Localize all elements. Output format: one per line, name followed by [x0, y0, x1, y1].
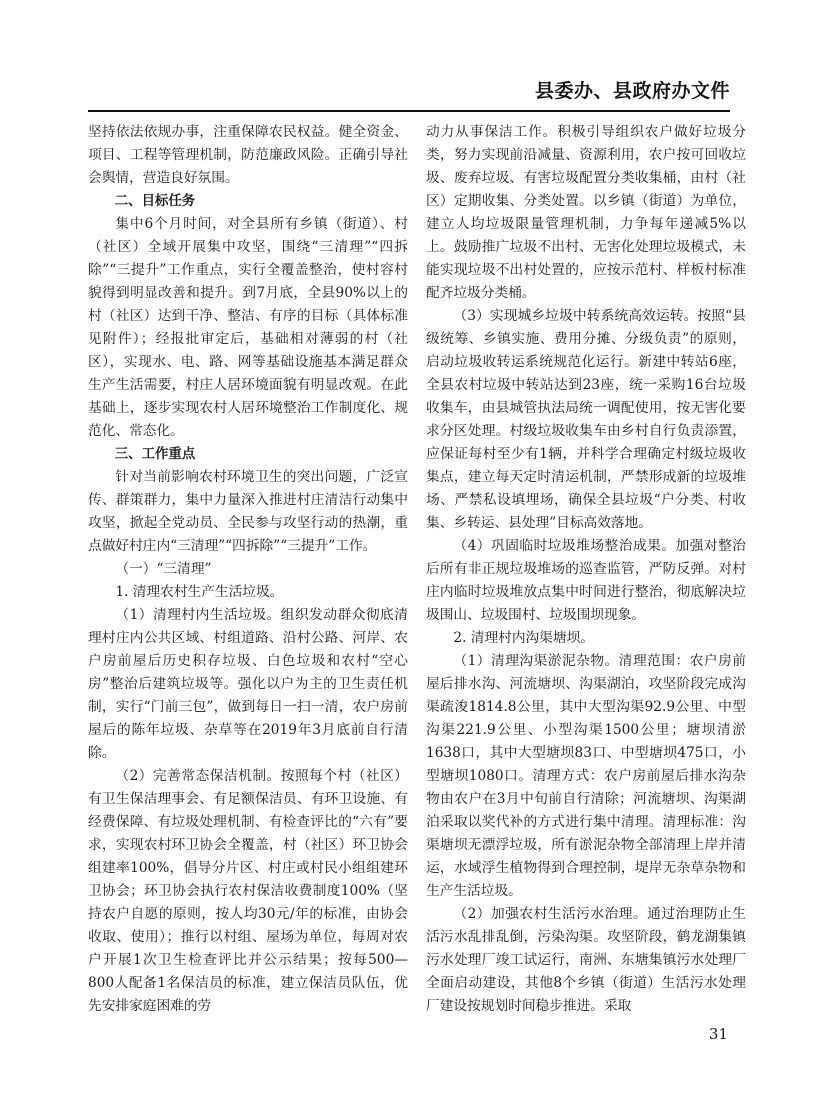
- paragraph: （1）清理沟渠淤泥杂物。清理范围：农户房前屋后排水沟、河流塘坝、沟渠湖泊，攻坚阶段完成沟渠疏浚1814.8公里，其中大型沟渠92.9公里、中型沟渠221.9公里、小型沟渠1500公里；塘坝清淤1638口，其中大型塘坝83口、中型塘坝475口，小型塘坝1080口。清理方式：农户房前屋后排水沟杂物由农户在3月中旬前自行清除；河流塘坝、沟渠湖泊采取以奖代补的方式进行集中清理。清理标准：沟渠塘坝无漂浮垃圾，所有淤泥杂物全部清理上岸并清运，水域浮生植物得到合理控制，堤岸无杂草杂物和生产生活垃圾。: [426, 653, 746, 899]
- subsection-heading: （一）“三清理”: [115, 561, 212, 577]
- paragraph: （1）清理村内生活垃圾。组织发动群众彻底清理村庄内公共区域、村组道路、沿村公路、河岸、农户房前屋后历史积存垃圾、白色垃圾和农村“空心房”整治后建筑垃圾等。强化以户为主的卫生责任机制，实行“门前三包”，做到每日一扫一清，农户房前屋后的陈年垃圾、杂草等在2019年3月底前自行清除。: [88, 607, 408, 761]
- paragraph: （3）实现城乡垃圾中转系统高效运转。按照“县级统筹、乡镇实施、费用分摊、分级负责”的原则，启动垃圾收转运系统规范化运行。新建中转站6座，全县农村垃圾中转站达到23座，统一采购16台垃圾收集车，由县城管执法局统一调配使用，按无害化要求分区处理。村级垃圾收集车由乡村自行负责添置，应保证每村至少有1辆，并科学合理确定村级垃圾收集点，建立每天定时清运机制，严禁形成新的垃圾堆场、严禁私设填埋场，确保全县垃圾“户分类、村收集、乡转运、县处理”目标高效落地。: [426, 308, 746, 531]
- paragraph: （4）巩固临时垃圾堆场整治成果。加强对整治后所有非正规垃圾堆场的巡查监管，严防反弹。对村庄内临时垃圾堆放点集中时间进行整治，彻底解决垃圾围山、垃圾围村、垃圾围坝现象。: [426, 538, 746, 623]
- paragraph: 针对当前影响农村环境卫生的突出问题，广泛宣传、群策群力，集中力量深入推进村庄清洁行动集中攻坚，掀起全党动员、全民参与攻坚行动的热潮，重点做好村庄内“三清理”“四拆除”“三提升”工作。: [88, 469, 408, 554]
- paragraph: 集中6个月时间，对全县所有乡镇（街道）、村（社区）全域开展集中攻坚，围绕“三清理”“四拆除”“三提升”工作重点，实行全覆盖整治，使村容村貌得到明显改善和提升。到7月底，全县90%以上的村（社区）达到干净、整洁、有序的目标（具体标准见附件）；经报批审定后，基础相对薄弱的村（社区），实现水、电、路、网等基础设施基本满足群众生产生活需要，村庄人居环境面貌有明显改观。在此基础上，逐步实现农村人居环境整治工作制度化、规范化、常态化。: [88, 216, 408, 439]
- paragraph: 动力从事保洁工作。积极引导组织农户做好垃圾分类，努力实现前沿减量、资源利用，农户按可回收垃圾、废弃垃圾、有害垃圾配置分类收集桶，由村（社区）定期收集、分类处置。以乡镇（街道）为单位，建立人均垃圾限量管理机制，力争每年递减5%以上。鼓励推广垃圾不出村、无害化处理垃圾模式，未能实现垃圾不出村处置的，应按示范村、样板村标准配齐垃圾分类桶。: [426, 124, 746, 301]
- header-title: 县委办、县政府办文件: [534, 80, 730, 102]
- running-header: [88, 76, 730, 106]
- section-heading: 二、目标任务: [114, 194, 196, 209]
- paragraph: （2）加强农村生活污水治理。通过治理防止生活污水乱排乱倒，污染沟渠。攻坚阶段，鹤龙湖集镇污水处理厂竣工试运行，南洲、东塘集镇污水处理厂全面启动建设，其他8个乡镇（街道）生活污水处理厂建设按规划时间稳步推进。采取: [426, 906, 746, 1014]
- paragraph: （2）完善常态保洁机制。按照每个村（社区）有卫生保洁理事会、有足额保洁员、有环卫设施、有经费保障、有垃圾处理机制、有检查评比的“六有”要求，实现农村环卫协会全覆盖，村（社区）环卫协会组建率100%，倡导分片区、村庄或村民小组组建环卫协会；环卫协会执行农村保洁收费制度100%（坚持农户自愿的原则，按人均30元/年的标准，由协会收取、使用）；推行以村组、屋场为单位，每周对农户开展1次卫生检查评比并公示结果；按每500—800人配备1名保洁员的标准，建立保洁员队伍，优先安排家庭困难的劳: [88, 768, 408, 1014]
- header-rule: [88, 110, 730, 112]
- page-number: 31: [708, 1025, 728, 1043]
- section-heading: 三、工作重点: [114, 447, 196, 462]
- item-heading: 1. 清理农村生产生活垃圾。: [115, 584, 284, 600]
- left-column: [88, 121, 408, 1018]
- paragraph: 坚持依法依规办事，注重保障农民权益。健全资金、项目、工程等管理机制，防范廉政风险。正确引导社会舆情，营造良好氛围。: [88, 124, 408, 186]
- right-column: [426, 121, 746, 1018]
- item-heading: 2. 清理村内沟渠塘坝。: [453, 630, 594, 646]
